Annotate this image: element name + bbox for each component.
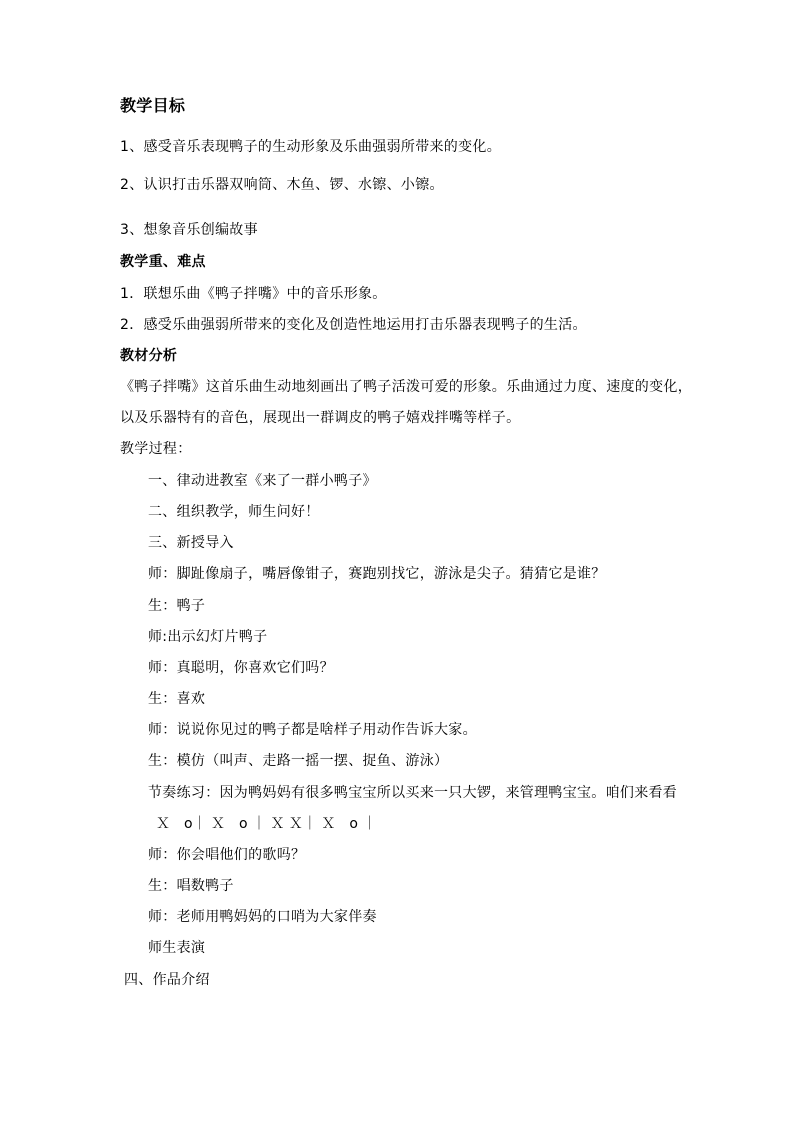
- process-line: 师:出示幻灯片鸭子: [148, 629, 268, 645]
- rhythm-notation: Ｘ o｜ Ｘ o ｜ Ｘ Ｘ｜ Ｘ o ｜: [156, 816, 377, 832]
- goal-item-3: 3、想象音乐创编故事: [120, 222, 258, 238]
- section-four-title: 四、作品介绍: [124, 972, 210, 988]
- process-line: 生：模仿（叫声、走路一摇一摆、捉鱼、游泳）: [148, 753, 449, 769]
- process-line: 师：脚趾像扇子，嘴唇像钳子，赛跑别找它，游泳是尖子。猜猜它是谁？: [148, 566, 606, 582]
- process-line: 二、组织教学，师生问好！: [148, 504, 320, 520]
- process-line: 师：真聪明，你喜欢它们吗？: [148, 660, 334, 676]
- process-line: 师：老师用鸭妈妈的口哨为大家伴奏: [148, 909, 377, 925]
- key-point-item-2: 2．感受乐曲强弱所带来的变化及创造性地运用打击乐器表现鸭子的生活。: [120, 317, 587, 333]
- process-line: 师：说说你见过的鸭子都是啥样子用动作告诉大家。: [148, 722, 477, 738]
- process-line: 三、新授导入: [148, 535, 234, 551]
- goals-title: 教学目标: [120, 96, 186, 115]
- goal-item-1: 1、感受音乐表现鸭子的生动形象及乐曲强弱所带来的变化。: [120, 139, 502, 155]
- process-line: 一、律动进教室《来了一群小鸭子》: [148, 473, 377, 489]
- process-line: 生：鸭子: [148, 598, 206, 614]
- analysis-line-2: 以及乐器特有的音色，展现出一群调皮的鸭子嬉戏拌嘴等样子。: [120, 410, 521, 426]
- process-line: 生：唱数鸭子: [148, 878, 234, 894]
- process-line: 师：你会唱他们的歌吗？: [148, 847, 306, 863]
- key-point-item-1: 1．联想乐曲《鸭子拌嘴》中的音乐形象。: [120, 286, 387, 302]
- goal-item-2: 2、认识打击乐器双响筒、木鱼、锣、水镲、小镲。: [120, 177, 444, 193]
- process-line: 师生表演: [148, 940, 206, 956]
- rhythm-exercise-intro: 节奏练习：因为鸭妈妈有很多鸭宝宝所以买来一只大锣，来管理鸭宝宝。咱们来看看: [148, 785, 678, 801]
- analysis-title: 教材分析: [120, 348, 178, 364]
- analysis-line-1: 《鸭子拌嘴》这首乐曲生动地刻画出了鸭子活泼可爱的形象。乐曲通过力度、速度的变化，: [120, 379, 692, 395]
- process-line: 生：喜欢: [148, 691, 206, 707]
- key-points-title: 教学重、难点: [120, 254, 206, 270]
- process-title: 教学过程：: [120, 441, 192, 457]
